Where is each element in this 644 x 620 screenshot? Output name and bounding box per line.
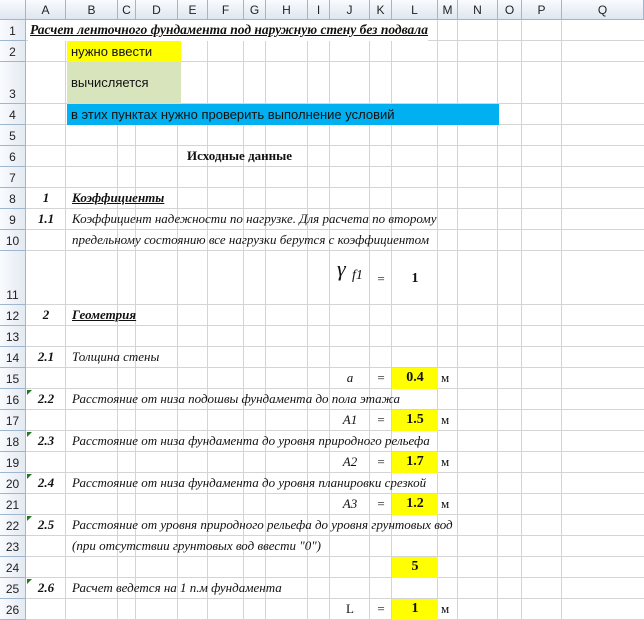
item-2-5-value[interactable]: 5 [392, 557, 438, 578]
item-2-2-value[interactable]: 1.5 [392, 410, 438, 431]
column-header-n[interactable]: N [458, 0, 498, 20]
row-header-7[interactable]: 7 [0, 167, 26, 188]
row-header-15[interactable]: 15 [0, 368, 26, 389]
column-header-p[interactable]: P [522, 0, 562, 20]
sheet-title[interactable]: Расчет ленточного фундамента под наружную стену без подвала [28, 20, 428, 41]
item-2-1-number[interactable]: 2.1 [37, 349, 55, 364]
column-header-h[interactable]: H [266, 0, 308, 20]
item-2-1-equals[interactable]: = [377, 370, 385, 385]
column-header-i[interactable]: I [308, 0, 330, 20]
row-header-12[interactable]: 12 [0, 305, 26, 326]
section-1-title[interactable]: Коэффициенты [72, 190, 165, 205]
item-1-1-number[interactable]: 1.1 [37, 211, 55, 226]
column-header-e[interactable]: E [178, 0, 208, 20]
column-header-b[interactable]: B [66, 0, 118, 20]
item-2-1-var[interactable]: a [346, 370, 354, 385]
item-2-6-var[interactable]: L [346, 601, 354, 616]
section-heading[interactable]: Исходные данные [187, 148, 293, 163]
row-header-26[interactable]: 26 [0, 599, 26, 620]
row-header-8[interactable]: 8 [0, 188, 26, 209]
column-header-o[interactable]: O [498, 0, 522, 20]
row-header-1[interactable]: 1 [0, 20, 26, 41]
item-2-1-value[interactable]: 0.4 [392, 368, 438, 389]
item-2-4-equals[interactable]: = [377, 496, 385, 511]
item-2-6-number[interactable]: 2.6 [37, 580, 55, 595]
item-2-3-text[interactable]: Расстояние от низа фундамента до уровня природного рельефа [72, 433, 430, 448]
item-2-3-equals[interactable]: = [377, 454, 385, 469]
row-header-18[interactable]: 18 [0, 431, 26, 452]
section-1-number[interactable]: 1 [42, 190, 50, 205]
section-2-number[interactable]: 2 [42, 307, 50, 322]
column-header-a[interactable]: A [26, 0, 66, 20]
row-header-2[interactable]: 2 [0, 41, 26, 62]
item-2-5-number[interactable]: 2.5 [37, 517, 55, 532]
row-header-21[interactable]: 21 [0, 494, 26, 515]
row-header-24[interactable]: 24 [0, 557, 26, 578]
row-header-4[interactable]: 4 [0, 104, 26, 125]
item-2-1-unit[interactable]: м [441, 370, 450, 385]
column-header-g[interactable]: G [244, 0, 266, 20]
row-header-22[interactable]: 22 [0, 515, 26, 536]
row-header-25[interactable]: 25 [0, 578, 26, 599]
item-2-2-number[interactable]: 2.2 [37, 391, 55, 406]
item-2-3-unit[interactable]: м [441, 454, 450, 469]
column-header-m[interactable]: M [438, 0, 458, 20]
item-2-2-var[interactable]: A1 [342, 412, 358, 427]
row-header-9[interactable]: 9 [0, 209, 26, 230]
row-header-10[interactable]: 10 [0, 230, 26, 251]
item-2-4-text[interactable]: Расстояние от низа фундамента до уровня планировки срезкой [72, 475, 427, 490]
column-header-k[interactable]: K [370, 0, 392, 20]
gamma-equals[interactable]: = [377, 271, 385, 286]
row-header-6[interactable]: 6 [0, 146, 26, 167]
item-2-6-unit[interactable]: м [441, 601, 450, 616]
column-header-q[interactable]: Q [562, 0, 644, 20]
row-header-5[interactable]: 5 [0, 125, 26, 146]
item-2-1-text[interactable]: Толщина стены [72, 349, 160, 364]
item-2-6-equals[interactable]: = [377, 601, 385, 616]
column-header-c[interactable]: C [118, 0, 136, 20]
item-2-4-value[interactable]: 1.2 [392, 494, 438, 515]
item-2-6-value[interactable]: 1 [392, 599, 438, 620]
column-header-j[interactable]: J [330, 0, 370, 20]
row-header-13[interactable]: 13 [0, 326, 26, 347]
item-2-3-number[interactable]: 2.3 [37, 433, 55, 448]
item-2-4-var[interactable]: A3 [342, 496, 358, 511]
legend-input[interactable]: нужно ввести [67, 41, 181, 62]
column-header-f[interactable]: F [208, 0, 244, 20]
item-1-1-text-line2[interactable]: предельному состоянию все нагрузки берутся с коэффициентом [72, 232, 429, 247]
gamma-subscript: f1 [352, 268, 363, 283]
row-header-16[interactable]: 16 [0, 389, 26, 410]
item-2-4-unit[interactable]: м [441, 496, 450, 511]
section-2-title[interactable]: Геометрия [72, 307, 137, 322]
row-header-11[interactable]: 11 [0, 251, 26, 305]
column-header-d[interactable]: D [136, 0, 178, 20]
gamma-value[interactable]: 1 [411, 271, 419, 286]
row-header-20[interactable]: 20 [0, 473, 26, 494]
legend-computed[interactable]: вычисляется [67, 62, 181, 104]
column-header-bar [0, 0, 644, 20]
row-header-23[interactable]: 23 [0, 536, 26, 557]
column-header-l[interactable]: L [392, 0, 438, 20]
select-all-corner[interactable] [0, 0, 26, 20]
item-2-3-var[interactable]: A2 [342, 454, 358, 469]
row-header-3[interactable]: 3 [0, 62, 26, 104]
item-2-6-text[interactable]: Расчет ведется на 1 п.м фундамента [72, 580, 282, 595]
row-header-17[interactable]: 17 [0, 410, 26, 431]
gamma-symbol: γ [337, 256, 346, 281]
item-2-2-unit[interactable]: м [441, 412, 450, 427]
item-1-1-text-line1[interactable]: Коэффициент надежности по нагрузке. Для расчета по второму [72, 211, 437, 226]
item-2-5-text-line2[interactable]: (при отсутствии грунтовых вод ввести "0") [72, 538, 321, 553]
row-header-14[interactable]: 14 [0, 347, 26, 368]
item-2-3-value[interactable]: 1.7 [392, 452, 438, 473]
item-2-4-number[interactable]: 2.4 [37, 475, 55, 490]
item-2-2-equals[interactable]: = [377, 412, 385, 427]
legend-check[interactable]: в этих пунктах нужно проверить выполнение условий [67, 104, 499, 125]
row-header-19[interactable]: 19 [0, 452, 26, 473]
item-2-2-text[interactable]: Расстояние от низа подошвы фундамента до пола этажа [72, 391, 401, 406]
item-2-5-text-line1[interactable]: Расстояние от уровня природного рельефа до уровня грунтовых вод [72, 517, 453, 532]
